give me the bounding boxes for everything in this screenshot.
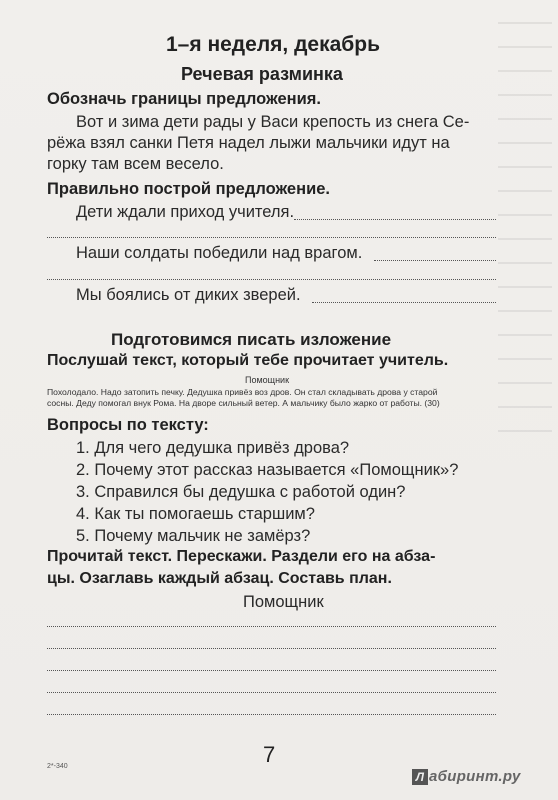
- sentence-item: Наши солдаты победили над врагом.: [76, 244, 363, 262]
- task-heading-build-sentence: Правильно построй предложение.: [47, 180, 330, 198]
- section-subtitle: Речевая разминка: [181, 64, 343, 84]
- question-item: 3. Справился бы дедушка с работой один?: [76, 483, 406, 501]
- question-item: 2. Почему этот рассказ называется «Помощник»?: [76, 461, 459, 479]
- show-through-text: [488, 0, 558, 520]
- page-number: 7: [263, 742, 276, 767]
- answer-line[interactable]: [47, 670, 496, 671]
- answer-line[interactable]: [47, 714, 496, 715]
- story-text-line: сосны. Деду помогал внук Рома. На дворе сильный ветер. А мальчику было жарко от работы. (30): [47, 398, 440, 408]
- answer-line[interactable]: [47, 237, 496, 238]
- plan-title: Помощник: [243, 593, 324, 611]
- watermark-text: абиринт.ру: [429, 768, 521, 785]
- labirint-logo-icon: Л: [412, 769, 428, 785]
- print-code: 2*-340: [47, 763, 68, 770]
- task1-text-line: горку там всем весело.: [47, 155, 224, 173]
- answer-line[interactable]: [374, 260, 496, 261]
- retell-task-heading: цы. Озаглавь каждый абзац. Составь план.: [47, 570, 392, 587]
- listen-instruction: Послушай текст, который тебе прочитает учитель.: [47, 352, 449, 369]
- labirint-watermark: [412, 768, 521, 785]
- sentence-item: Дети ждали приход учителя.: [76, 203, 295, 221]
- story-title: Помощник: [245, 375, 290, 385]
- answer-line[interactable]: [47, 648, 496, 649]
- question-item: 5. Почему мальчик не замёрз?: [76, 527, 311, 545]
- question-item: 4. Как ты помогаешь старшим?: [76, 505, 315, 523]
- answer-line[interactable]: [312, 302, 496, 303]
- answer-line[interactable]: [47, 626, 496, 627]
- question-item: 1. Для чего дедушка привёз дрова?: [76, 439, 350, 457]
- answer-line[interactable]: [47, 279, 496, 280]
- story-text-line: Похолодало. Надо затопить печку. Дедушка привёз воз дров. Он стал складывать дрова у старой: [47, 387, 438, 397]
- answer-line[interactable]: [294, 219, 496, 220]
- task1-text-line: Вот и зима дети рады у Васи крепость из снега Се-: [76, 113, 470, 131]
- answer-line[interactable]: [47, 692, 496, 693]
- sentence-item: Мы боялись от диких зверей.: [76, 286, 301, 304]
- section-title: Подготовимся писать изложение: [111, 330, 392, 349]
- task-heading-boundaries: Обозначь границы предложения.: [47, 90, 321, 108]
- page-title: 1–я неделя, декабрь: [166, 33, 380, 56]
- questions-heading: Вопросы по тексту:: [47, 416, 209, 434]
- retell-task-heading: Прочитай текст. Перескажи. Раздели его на абза-: [47, 548, 436, 565]
- task1-text-line: рёжа взял санки Петя надел лыжи мальчики идут на: [47, 134, 450, 152]
